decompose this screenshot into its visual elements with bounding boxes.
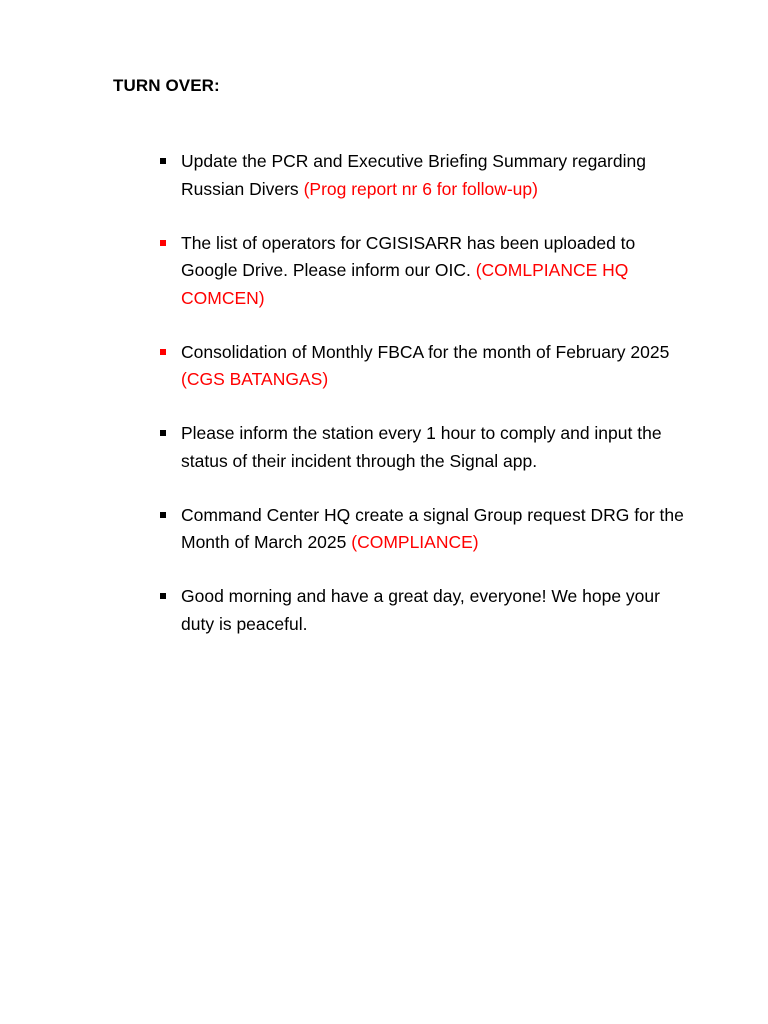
item-text: Good morning and have a great day, everyone! We hope your duty is peaceful. [181, 586, 660, 634]
square-bullet-icon [160, 512, 166, 518]
item-text: Consolidation of Monthly FBCA for the month of February 2025 [181, 341, 670, 362]
turnover-list [158, 148, 688, 665]
item-note: (COMLPIANCE HQ COMCEN) [181, 260, 629, 308]
square-bullet-icon [160, 593, 166, 599]
document-heading: TURN OVER: [113, 76, 220, 95]
item-note: (COMPLIANCE) [351, 532, 479, 552]
item-text: The list of operators for CGISISARR has been uploaded to Google Drive. Please inform our OIC. [181, 232, 636, 280]
list-item [158, 420, 688, 475]
square-bullet-icon [160, 158, 166, 164]
item-text: Please inform the station every 1 hour to comply and input the status of their incident through the Signal app. [181, 423, 662, 471]
square-bullet-icon [160, 349, 166, 355]
list-item [158, 502, 688, 557]
list-item [158, 148, 688, 203]
item-text: Update the PCR and Executive Briefing Summary regarding Russian Divers [181, 151, 646, 199]
item-text: Command Center HQ create a signal Group request DRG for the Month of March 2025 [181, 504, 684, 552]
item-note: (CGS BATANGAS) [181, 369, 329, 389]
item-note: (Prog report nr 6 for follow-up) [303, 178, 538, 199]
square-bullet-icon [160, 430, 166, 436]
list-item [158, 339, 688, 394]
square-bullet-icon [160, 240, 166, 246]
list-item [158, 583, 688, 638]
list-item [158, 230, 688, 313]
